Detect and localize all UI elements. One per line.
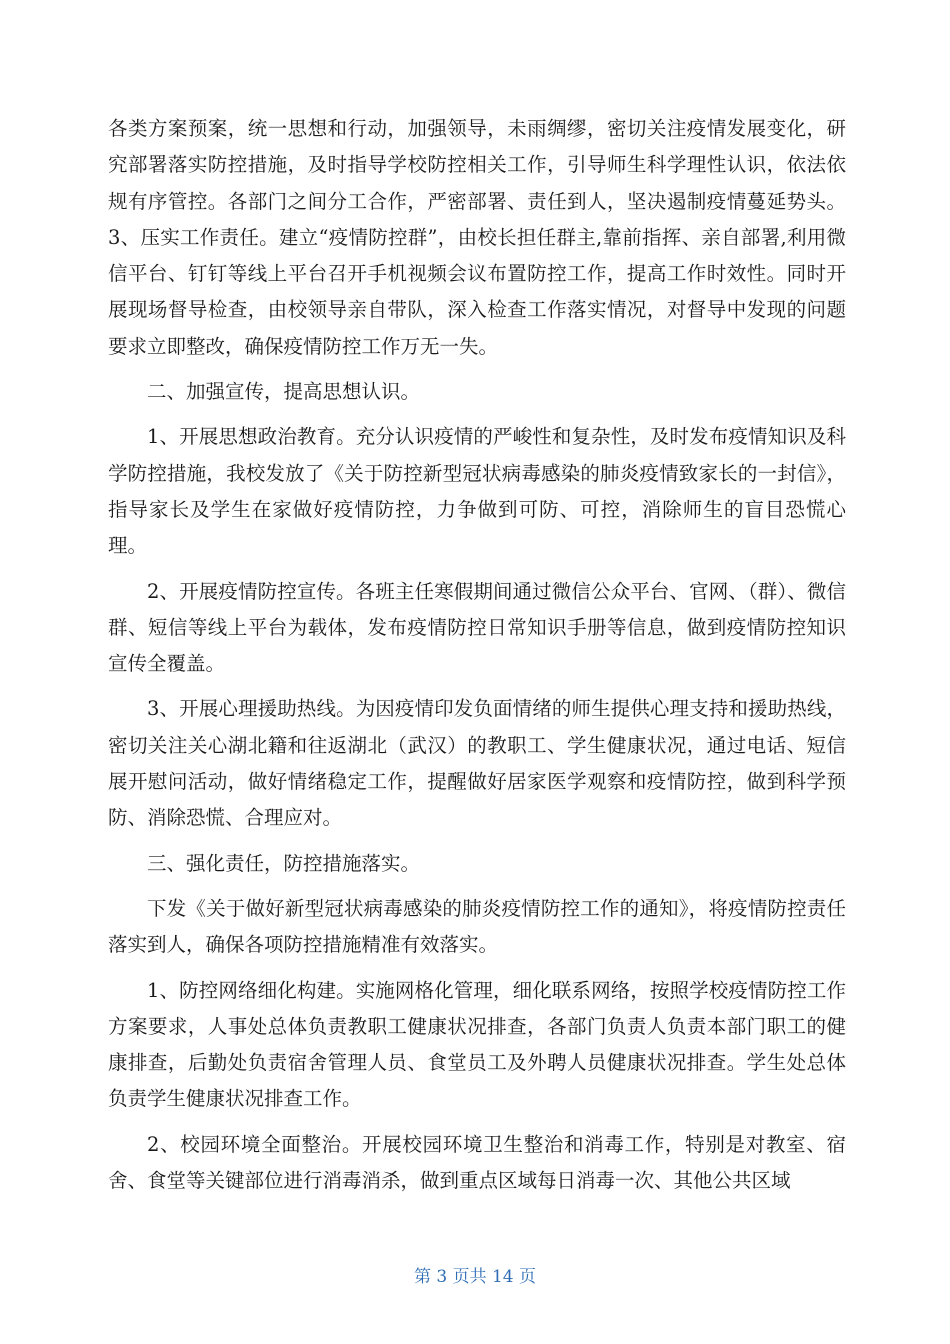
paragraph-continued: 各类方案预案，统一思想和行动，加强领导，未雨绸缪，密切关注疫情发展变化，研究部署落实防控措施，及时指导学校防控相关工作，引导师生科学理性认识，依法依规有序管控。各部门之间分工合作，严密部署、责任到人，坚决遏制疫情蔓延势头。3、压实工作责任。建立“疫情防控群”，由校长担任群主,靠前指挥、亲自部署,利用微信平台、钉钉等线上平台召开手机视频会议布置防控工作，提高工作时效性。同时开展现场督导检查，由校领导亲自带队，深入检查工作落实情况，对督导中发现的问题要求立即整改，确保疫情防控工作万无一失。 <box>108 117 846 358</box>
paragraph: 2、校园环境全面整治。开展校园环境卫生整治和消毒工作，特别是对教室、宿舍、食堂等关键部位进行消毒消杀，做到重点区域每日消毒一次、其他公共区域 <box>108 1132 846 1193</box>
section-heading-3: 三、强化责任，防控措施落实。 <box>147 851 421 875</box>
paragraph: 1、开展思想政治教育。充分认识疫情的严峻性和复杂性，及时发布疫情知识及科学防控措施，我校发放了《关于防控新型冠状病毒感染的肺炎疫情致家长的一封信》，指导家长及学生在家做好疫情防控，力争做到可防、可控，消除师生的盲目恐慌心理。 <box>108 425 846 558</box>
paragraph: 下发《关于做好新型冠状病毒感染的肺炎疫情防控工作的通知》，将疫情防控责任落实到人，确保各项防控措施精准有效落实。 <box>108 896 846 957</box>
document-body <box>108 111 846 1208</box>
page-number-footer: 第 3 页共 14 页 <box>413 1267 537 1287</box>
paragraph: 2、开展疫情防控宣传。各班主任寒假期间通过微信公众平台、官网、（群）、微信群、短信等线上平台为载体，发布疫情防控日常知识手册等信息，做到疫情防控知识宣传全覆盖。 <box>108 579 846 676</box>
paragraph: 1、防控网络细化构建。实施网格化管理，细化联系网络，按照学校疫情防控工作方案要求，人事处总体负责教职工健康状况排查，各部门负责人负责本部门职工的健康排查，后勤处负责宿舍管理人员、食堂员工及外聘人员健康状况排查。学生处总体负责学生健康状况排查工作。 <box>108 978 846 1111</box>
section-heading-2: 二、加强宣传，提高思想认识。 <box>147 380 421 404</box>
paragraph: 3、开展心理援助热线。为因疫情印发负面情绪的师生提供心理支持和援助热线，密切关注关心湖北籍和往返湖北（武汉）的教职工、学生健康状况，通过电话、短信展开慰问活动，做好情绪稳定工作，提醒做好居家医学观察和疫情防控，做到科学预防、消除恐慌、合理应对。 <box>108 697 846 830</box>
